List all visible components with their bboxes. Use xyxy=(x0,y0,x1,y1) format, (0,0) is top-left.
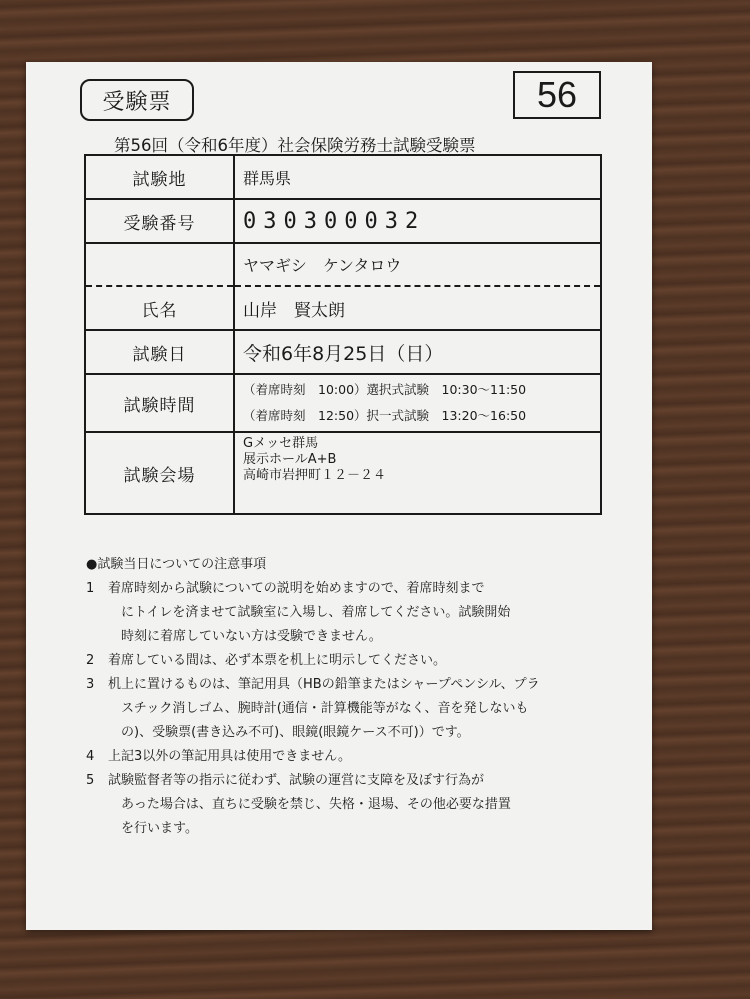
ticket-heading: 第56回（令和6年度）社会保険労務士試験受験票 xyxy=(114,136,476,155)
venue-address: 高崎市岩押町１２－２４ xyxy=(243,468,387,483)
notice-line xyxy=(86,625,606,649)
admission-ticket xyxy=(26,62,652,930)
name-kana-label-cell xyxy=(85,243,234,286)
notice-number: 4 xyxy=(86,749,95,764)
notice-line xyxy=(86,601,606,625)
notice-number: 5 xyxy=(86,773,95,788)
exam-date-label: 試験日 xyxy=(85,330,234,374)
exam-info-table xyxy=(84,154,602,515)
name-label: 氏名 xyxy=(85,286,234,330)
notice-section xyxy=(86,553,606,841)
notice-line xyxy=(86,673,606,697)
notice-text: にトイレを済ませて試験室に入場し、着席してください。試験開始 xyxy=(121,605,511,620)
notice-text: 着席している間は、必ず本票を机上に明示してください。 xyxy=(108,653,447,668)
notice-line xyxy=(86,745,606,769)
ticket-number: 56 xyxy=(513,71,601,119)
notice-line xyxy=(86,697,606,721)
notice-text: 時刻に着席していない方は受験できません。 xyxy=(121,629,382,644)
exam-venue-value xyxy=(234,432,601,514)
notice-number: 1 xyxy=(86,581,95,596)
notice-line xyxy=(86,649,606,673)
notice-text: スチック消しゴム、腕時計(通信・計算機能等がなく、音を発しないも xyxy=(121,701,529,716)
notice-text: 机上に置けるものは、筆記用具（HBの鉛筆またはシャープペンシル、プラ xyxy=(108,677,540,692)
row-exam-time xyxy=(85,374,601,432)
notice-title: ●試験当日についての注意事項 xyxy=(86,557,267,572)
notice-line xyxy=(86,769,606,793)
notice-line xyxy=(86,577,606,601)
notice-text: あった場合は、直ちに受験を禁じ、失格・退場、その他必要な措置 xyxy=(121,797,511,812)
exam-time-line-multiple-choice: （着席時刻 10:00）選択式試験 10:30～11:50 xyxy=(243,382,527,397)
notice-text: の)、受験票(書き込み不可)、眼鏡(眼鏡ケース不可)）です。 xyxy=(121,725,470,740)
exam-number-value: 030300032 xyxy=(234,199,601,243)
row-exam-date xyxy=(85,330,601,374)
row-exam-venue xyxy=(85,432,601,514)
name-value: 山岸 賢太朗 xyxy=(234,286,601,330)
exam-venue-label: 試験会場 xyxy=(85,432,234,514)
notice-number: 2 xyxy=(86,653,95,668)
ticket-label: 受験票 xyxy=(80,79,194,121)
notice-line xyxy=(86,793,606,817)
notice-text: を行います。 xyxy=(121,821,198,836)
exam-time-line-selection: （着席時刻 12:50）択一式試験 13:20～16:50 xyxy=(243,408,527,423)
venue-hall: 展示ホールA+B xyxy=(243,452,337,467)
row-name-kana xyxy=(85,243,601,286)
exam-place-value: 群馬県 xyxy=(234,155,601,199)
name-kana-value: ヤマギシ ケンタロウ xyxy=(234,243,601,286)
row-name xyxy=(85,286,601,330)
notice-line xyxy=(86,721,606,745)
notice-text: 着席時刻から試験についての説明を始めますので、着席時刻まで xyxy=(108,581,485,596)
notice-text: 上記3以外の筆記用具は使用できません。 xyxy=(108,749,352,764)
notice-text: 試験監督者等の指示に従わず、試験の運営に支障を及ぼす行為が xyxy=(108,773,484,788)
exam-date-value: 令和6年8月25日（日） xyxy=(234,330,601,374)
exam-time-value xyxy=(234,374,601,432)
row-exam-number xyxy=(85,199,601,243)
row-exam-place xyxy=(85,155,601,199)
notice-number: 3 xyxy=(86,677,95,692)
exam-time-label: 試験時間 xyxy=(85,374,234,432)
venue-name: Gメッセ群馬 xyxy=(243,436,319,451)
exam-number-label: 受験番号 xyxy=(85,199,234,243)
notice-line xyxy=(86,817,606,841)
exam-place-label: 試験地 xyxy=(85,155,234,199)
